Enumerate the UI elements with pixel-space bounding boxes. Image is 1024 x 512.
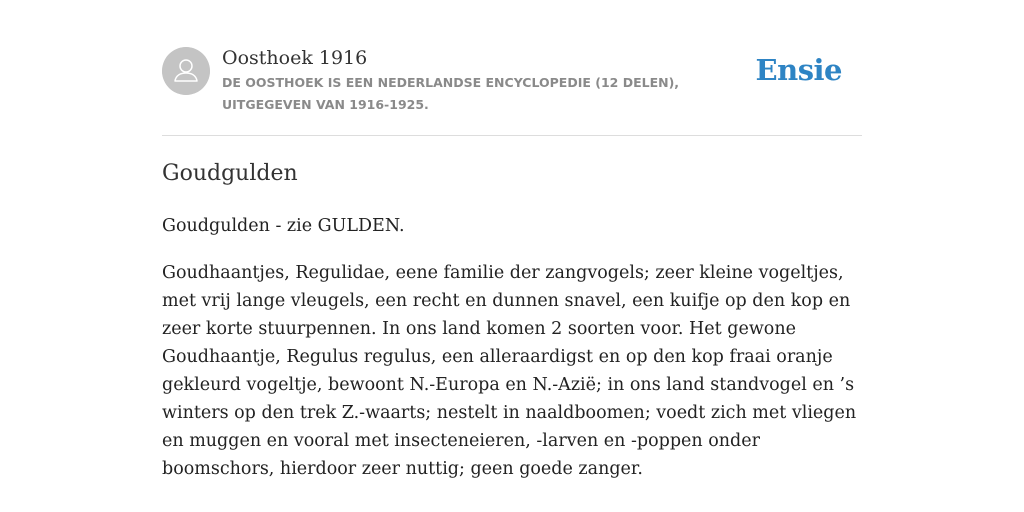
entry-title: Goudgulden: [162, 161, 298, 186]
source-title[interactable]: Oosthoek 1916: [222, 47, 368, 69]
brand-logo[interactable]: Ensie: [755, 53, 842, 87]
header-divider: [162, 135, 862, 136]
user-icon[interactable]: [162, 47, 210, 95]
source-header: [162, 44, 862, 116]
entry-paragraph: Goudgulden - zie GULDEN.: [162, 216, 405, 236]
entry-paragraph: Goudhaantjes, Regulidae, eene familie der zangvogels; zeer kleine vogeltjes, met vrij lange vleugels, een recht en dunnen snavel, een kuifje op den kop en zeer korte stuurpennen. In ons land komen 2 soorten voor. Het gewone Goudhaantje, Regulus regulus, een alleraardigst en op den kop fraai oranje gekleurd vogeltje, bewoont N.-Europa en N.-Azië; in ons land standvogel en ’s winters op den trek Z.-waarts; nestelt in naaldboomen; voedt zich met vliegen en muggen en vooral met insecteneieren, -larven en -poppen onder boomschors, hierdoor zeer nuttig; geen goede zanger.: [162, 263, 857, 479]
source-description: DE OOSTHOEK IS EEN NEDERLANDSE ENCYCLOPEDIE (12 DELEN), UITGEGEVEN VAN 1916-1925.: [222, 75, 680, 112]
